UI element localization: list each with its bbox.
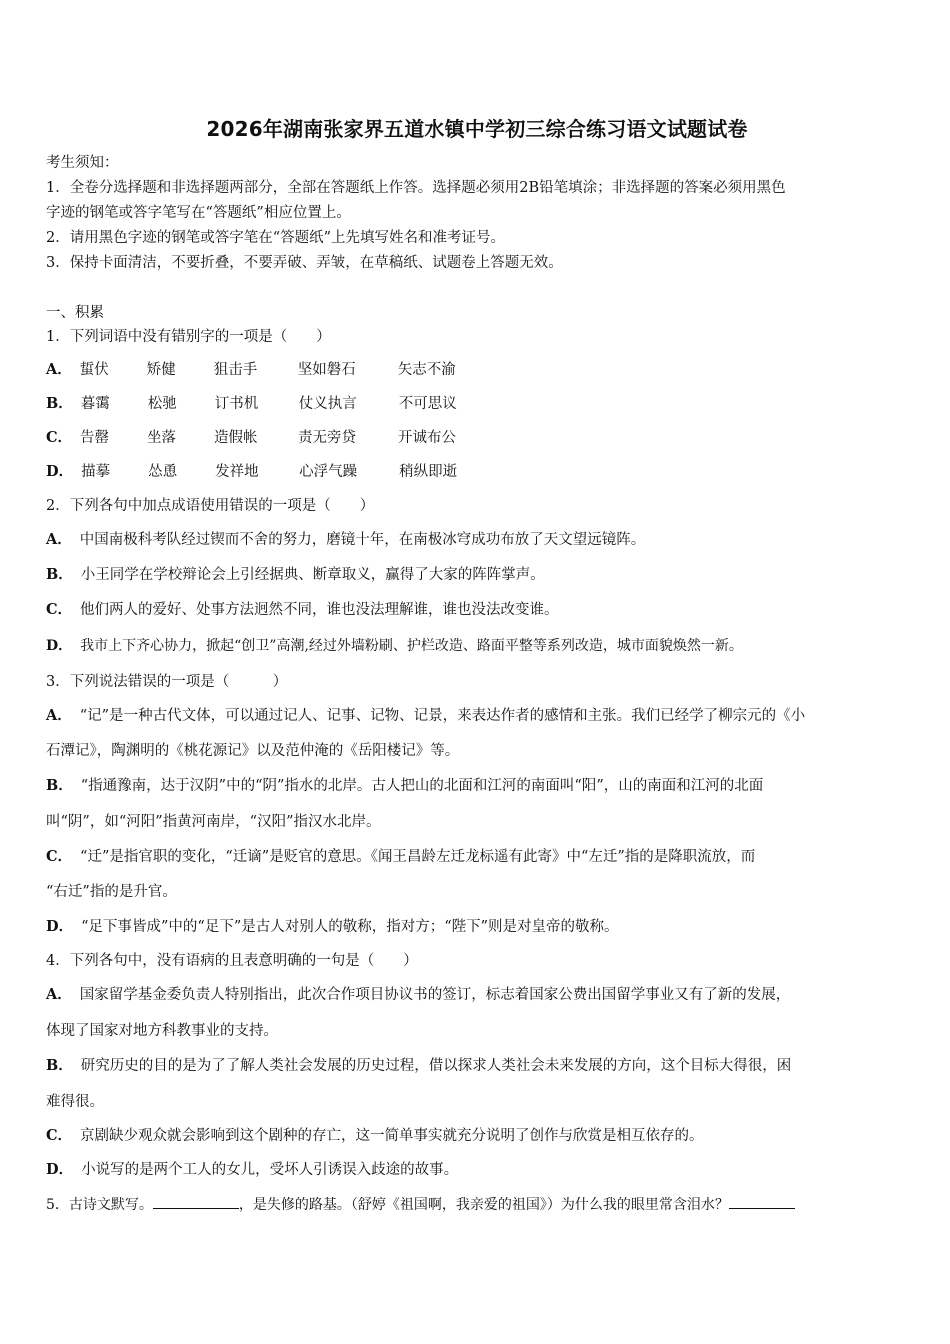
option-text: “足下事皆成”中的“足下”是古人对别人的敬称，指对方；“陛下”则是对皇帝的敬称。: [81, 919, 619, 935]
option-text: “记”是一种古代文体，可以通过记人、记事、记物、记景，来表达作者的感情和主张。我们已经学了柳宗元的《小: [79, 708, 806, 724]
notice-item: 1．全卷分选择题和非选择题两部分，全部在答题纸上作答。选择题必须用2B铅笔填涂；非选择题的答案必须用黑色: [46, 180, 786, 196]
q1-option-d: [46, 462, 457, 482]
q1-option-a: [46, 360, 456, 380]
word: 松驰: [147, 396, 177, 412]
notice-item: 2．请用黑色字迹的钢笔或答字笔在“答题纸”上先填写姓名和准考证号。: [46, 230, 506, 246]
option-text: “指通豫南，达于汉阴”中的“阴”指水的北岸。古人把山的北面和江河的南面叫“阳”，山的南面和江河的北面: [80, 778, 764, 794]
option-continuation: 体现了国家对地方科教事业的支持。: [46, 1023, 278, 1039]
q4-option-b: [46, 1056, 791, 1076]
q1-stem: 1．下列词语中没有错别字的一项是（ ）: [46, 329, 331, 345]
q1-option-b: [46, 394, 457, 414]
page-title: 2026年湖南张家界五道水镇中学初三综合练习语文试题试卷: [206, 117, 748, 141]
option-text: 研究历史的目的是为了了解人类社会发展的历史过程，借以探求人类社会未来发展的方向，这个目标大得很，困: [80, 1058, 792, 1074]
option-text: 中国南极科考队经过锲而不舍的努力，磨镜十年，在南极冰穹成功布放了天文望远镜阵。: [79, 532, 646, 548]
word: 订书机: [214, 396, 259, 412]
answer-blank[interactable]: [729, 1194, 795, 1209]
word: 狙击手: [213, 362, 258, 378]
option-continuation: 叫“阴”，如“河阳”指黄河南岸，“汉阳”指汉水北岸。: [46, 814, 381, 830]
q2-stem: 2．下列各句中加点成语使用错误的一项是（ ）: [46, 498, 375, 514]
section-heading: 一、积累: [46, 305, 104, 321]
word: 坚如磐石: [297, 362, 356, 378]
q3-option-d: [46, 917, 619, 937]
option-label: A．: [46, 531, 72, 548]
option-label: D．: [46, 638, 73, 654]
notice-item: 3．保持卡面清洁，不要折叠，不要弄破、弄皱，在草稿纸、试题卷上答题无效。: [46, 255, 563, 271]
q5-text: ，是失修的路基。（舒婷《祖国啊，我亲爱的祖国》）为什么我的眼里常含泪水？: [238, 1197, 729, 1213]
word: 描摹: [81, 464, 111, 480]
q1-option-c: [46, 428, 456, 448]
option-label: D．: [46, 918, 74, 935]
option-label: B．: [46, 1057, 73, 1074]
word: 心浮气躁: [299, 464, 358, 480]
notice-heading: 考生须知：: [46, 155, 119, 171]
word: 造假帐: [214, 430, 258, 446]
option-label: B．: [46, 566, 73, 583]
word: 发祥地: [215, 464, 259, 480]
word: 责无旁贷: [298, 430, 357, 446]
q3-stem: 3．下列说法错误的一项是（ ）: [46, 674, 288, 690]
q2-option-d: [46, 636, 743, 656]
q5-stem: [46, 1194, 795, 1215]
word: 暮霭: [80, 396, 110, 412]
option-continuation: 石潭记》，陶渊明的《桃花源记》以及范仲淹的《岳阳楼记》等。: [46, 743, 460, 759]
option-text: 京剧缺少观众就会影响到这个剧种的存亡，这一简单事实就充分说明了创作与欣赏是相互依存的。: [80, 1128, 704, 1144]
option-label: C．: [46, 429, 73, 446]
q3-option-a: [46, 706, 805, 726]
option-label: A．: [46, 707, 72, 724]
option-text: 小说写的是两个工人的女儿，受坏人引诱误入歧途的故事。: [81, 1162, 459, 1178]
option-label: D．: [46, 1161, 74, 1178]
question-number: 5．: [46, 1197, 69, 1213]
q2-option-b: [46, 565, 545, 585]
word: 不可思议: [398, 396, 457, 412]
option-text: “迁”是指官职的变化，“迁谪”是贬官的意思。《闻王昌龄左迁龙标遥有此寄》中“左迁”指的是降职流放，而: [80, 849, 756, 865]
word: 仗义执言: [298, 396, 357, 412]
q2-option-a: [46, 530, 645, 550]
q2-option-c: [46, 600, 559, 620]
word: 蜇伏: [79, 362, 109, 378]
q3-option-b: [46, 776, 763, 796]
option-label: D．: [46, 463, 74, 480]
answer-blank[interactable]: [153, 1194, 239, 1209]
option-text: 他们两人的爱好、处事方法迥然不同，谁也没法理解谁，谁也没法改变谁。: [80, 602, 559, 618]
option-text: 小王同学在学校辩论会上引经据典、断章取义，赢得了大家的阵阵掌声。: [80, 567, 545, 583]
word: 告罄: [80, 430, 110, 446]
option-label: C．: [46, 601, 73, 618]
q5-text: 古诗文默写。: [68, 1197, 153, 1213]
option-label: B．: [46, 395, 73, 412]
option-label: A．: [46, 361, 72, 378]
word: 怂恿: [148, 464, 178, 480]
word: 开诚布公: [398, 430, 457, 446]
option-text: 我市上下齐心协力，掀起“创卫”高潮,经过外墙粉刷、护栏改造、路面平整等系列改造，城市面貌焕然一新。: [80, 638, 743, 654]
q4-option-c: [46, 1126, 704, 1146]
option-text: 国家留学基金委负责人特别指出，此次合作项目协议书的签订，标志着国家公费出国留学事业又有了新的发展，: [79, 987, 791, 1003]
q4-stem: 4．下列各句中，没有语病的且表意明确的一句是（ ）: [46, 953, 418, 969]
q3-option-c: [46, 847, 755, 867]
option-continuation: “右迁”指的是升官。: [46, 884, 177, 900]
option-label: C．: [46, 1127, 73, 1144]
option-label: B．: [46, 777, 73, 794]
option-label: C．: [46, 848, 73, 865]
notice-item: 字迹的钢笔或答字笔写在“答题纸”相应位置上。: [46, 205, 351, 221]
word: 矫健: [146, 362, 176, 378]
option-label: A．: [46, 986, 72, 1003]
word: 坐落: [147, 430, 177, 446]
word: 稍纵即逝: [399, 464, 458, 480]
option-continuation: 难得很。: [46, 1094, 104, 1110]
q4-option-d: [46, 1160, 458, 1180]
word: 矢志不渝: [397, 362, 456, 378]
q4-option-a: [46, 985, 790, 1005]
